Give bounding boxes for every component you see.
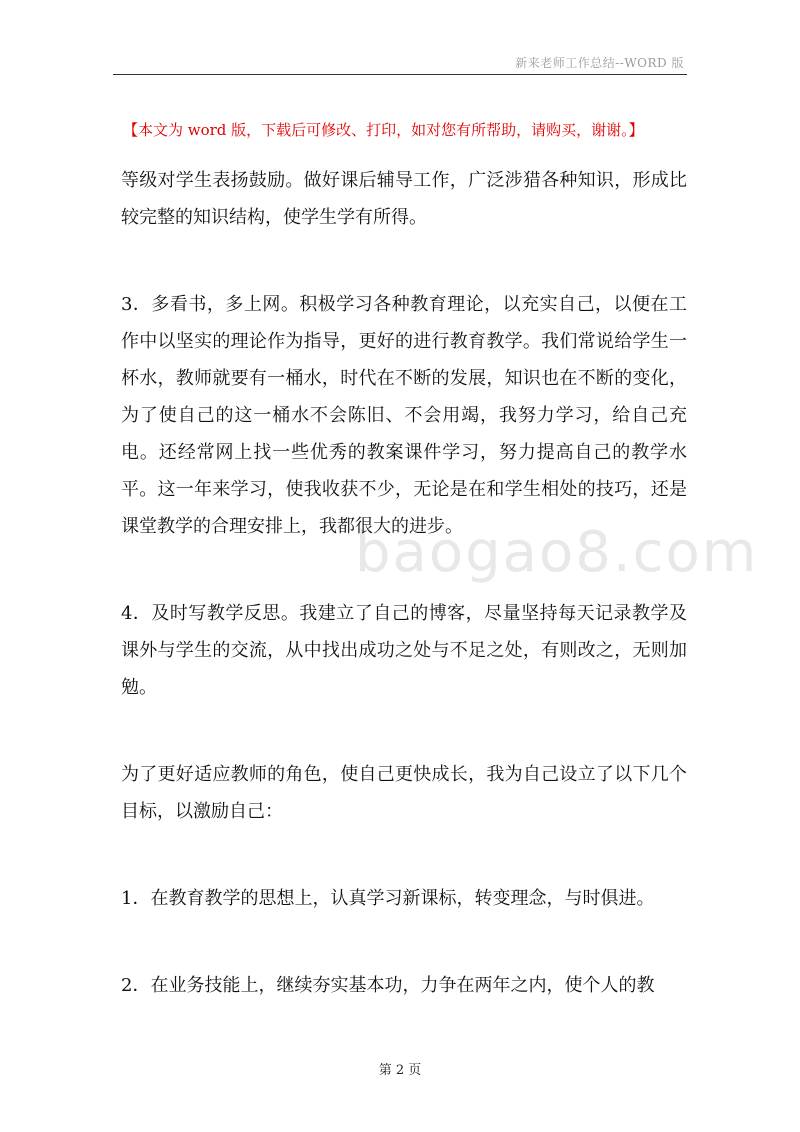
page-number: 第 2 页: [378, 1063, 422, 1078]
watermark: baogao8.com: [355, 520, 759, 585]
paragraph-3: 4．及时写教学反思。我建立了自己的博客，尽量坚持每天记录教学及课外与学生的交流，从中找出成功之处与不足之处，有则改之，无则加勉。: [121, 603, 687, 698]
purchase-notice: 【本文为 word 版，下载后可修改、打印，如对您有所帮助，请购买，谢谢。】: [123, 121, 644, 139]
header-title: 新来老师工作总结--WORD 版: [515, 56, 684, 70]
header-divider: [113, 74, 687, 75]
paragraph-2: 3．多看书，多上网。积极学习各种教育理论，以充实自己，以便在工作中以坚实的理论作为指导，更好的进行教育教学。我们常说给学生一杯水，教师就要有一桶水，时代在不断的发展，知识也在不断的变化，为了使自己的这一桶水不会陈旧、不会用竭，我努力学习，给自己充电。还经常网上找一些优秀的教案课件学习，努力提高自己的教学水平。这一年来学习，使我收获不少，无论是在和学生相处的技巧，还是课堂教学的合理安排上，我都很大的进步。: [121, 294, 687, 537]
document-body: [121, 162, 687, 1054]
paragraph-5: 1．在教育教学的思想上，认真学习新课标，转变理念，与时俱进。: [121, 888, 655, 909]
paragraph-4: 为了更好适应教师的角色，使自己更快成长，我为自己设立了以下几个目标，以激励自己：: [121, 764, 687, 822]
paragraph-1: 等级对学生表扬鼓励。做好课后辅导工作，广泛涉猎各种知识，形成比较完整的知识结构，使学生学有所得。: [121, 170, 687, 228]
paragraph-6: 2．在业务技能上，继续夯实基本功，力争在两年之内，使个人的教: [121, 975, 655, 996]
